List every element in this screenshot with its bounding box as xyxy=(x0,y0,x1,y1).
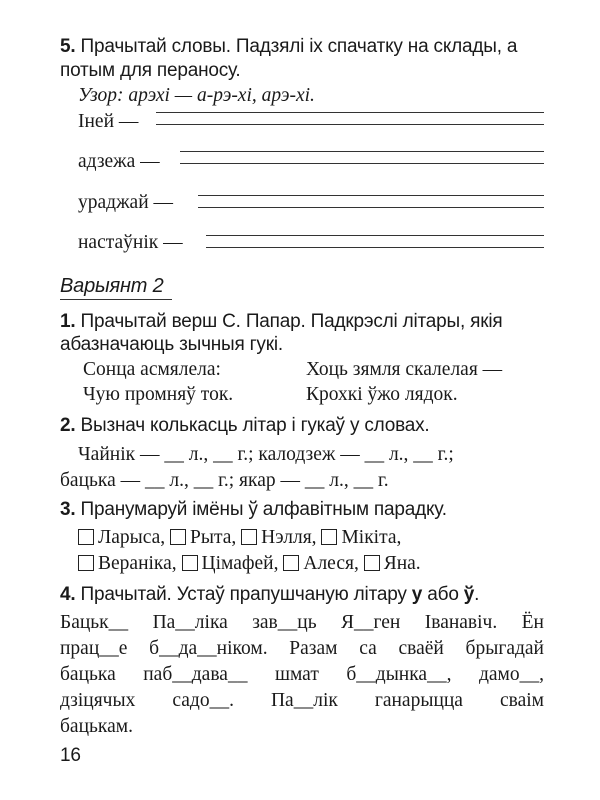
order-checkbox[interactable] xyxy=(283,555,299,571)
task1-instruction-line2: абазначаюць зычныя гукі. xyxy=(60,334,283,355)
task1-instruction-line1 xyxy=(60,310,502,334)
answer-line xyxy=(206,235,544,236)
task3-names-row-1 xyxy=(78,524,401,551)
task4-text-line-4: дзіцячых садо__. Па__лік ганарыцца сваім xyxy=(60,690,544,711)
task2-line-2: бацька — __ л., __ г.; якар — __ л., __ г. xyxy=(60,470,389,491)
task4-letter-u: у xyxy=(411,584,423,605)
task3-instruction xyxy=(60,498,447,522)
variant-heading: Варыянт 2 xyxy=(60,275,164,297)
task5-word-4: настаўнік — xyxy=(78,232,183,253)
task3-number: 3. xyxy=(60,499,76,520)
page-number: 16 xyxy=(60,745,81,766)
task5-number: 5. xyxy=(60,36,76,57)
task5-word-2: адзежа — xyxy=(78,151,160,172)
task4-text-line-3: бацька паб__дава__ шмат б__дынка__, дамо__, xyxy=(60,664,544,685)
task5-example: Узор: арэхі — а-рэ-хі, арэ-хі. xyxy=(78,85,315,106)
order-checkbox[interactable] xyxy=(78,555,94,571)
task2-instruction xyxy=(60,414,430,438)
order-checkbox[interactable] xyxy=(321,529,337,545)
task3-names-row-2 xyxy=(78,550,421,577)
task5-instruction-line2: потым для пераносу. xyxy=(60,60,241,81)
answer-line xyxy=(180,151,544,152)
name-item: Яна. xyxy=(383,553,421,574)
task4-instruction-end: . xyxy=(474,584,480,605)
answer-line xyxy=(156,124,544,125)
task4-letter-u-short: ў xyxy=(463,584,475,605)
answer-line xyxy=(206,247,544,248)
name-item: Мікіта, xyxy=(341,527,402,548)
task3-instruction-text: Пранумаруй імёны ў алфавітным парадку. xyxy=(80,499,447,520)
order-checkbox[interactable] xyxy=(170,529,186,545)
name-item: Цімафей, xyxy=(201,553,279,574)
task4-text-line-5: бацькам. xyxy=(60,716,133,737)
name-item: Нэлля, xyxy=(261,527,317,548)
task4-instruction xyxy=(60,583,479,607)
answer-line xyxy=(198,195,544,196)
name-item: Алеся, xyxy=(303,553,359,574)
variant-heading-underline xyxy=(60,299,172,300)
task4-conj: або xyxy=(427,584,459,605)
name-item: Ларыса, xyxy=(98,527,166,548)
task4-text-line-2: прац__е б__да__ніком. Разам са сваёй брыгадай xyxy=(60,638,544,659)
poem-line-1-left: Сонца асмялела: xyxy=(83,359,221,380)
name-item: Рыта, xyxy=(190,527,237,548)
task5-instruction-line1 xyxy=(60,35,517,59)
task2-instruction-text: Вызнач колькасць літар і гукаў у словах. xyxy=(80,415,430,436)
task4-number: 4. xyxy=(60,584,76,605)
task4-text-line-1: Бацьк__ Па__ліка зав__ць Я__ген Іванавіч. Ён xyxy=(60,612,544,633)
task5-word-1: Іней — xyxy=(78,111,139,132)
order-checkbox[interactable] xyxy=(78,529,94,545)
task4-instruction-text: Прачытай. Устаў прапушчаную літару xyxy=(80,584,407,605)
order-checkbox[interactable] xyxy=(364,555,380,571)
poem-line-1-right: Хоць зямля скалелая — xyxy=(306,359,503,380)
answer-line xyxy=(156,112,544,113)
task5-word-3: ураджай — xyxy=(78,192,174,213)
order-checkbox[interactable] xyxy=(182,555,198,571)
task2-number: 2. xyxy=(60,415,76,436)
answer-line xyxy=(180,163,544,164)
task5-instruction-text: Прачытай словы. Падзялі іх спачатку на склады, а xyxy=(80,36,518,57)
poem-line-2-right: Крохкі ўжо лядок. xyxy=(306,384,458,405)
answer-line xyxy=(198,207,544,208)
name-item: Вераніка, xyxy=(98,553,177,574)
task1-number: 1. xyxy=(60,311,76,332)
order-checkbox[interactable] xyxy=(241,529,257,545)
task2-line-1: Чайнік — __ л., __ г.; калодзеж — __ л., __ г.; xyxy=(78,444,454,465)
poem-line-2-left: Чую промняў ток. xyxy=(83,384,234,405)
task1-instruction-text: Прачытай верш С. Папар. Падкрэслі літары, якія xyxy=(80,311,503,332)
